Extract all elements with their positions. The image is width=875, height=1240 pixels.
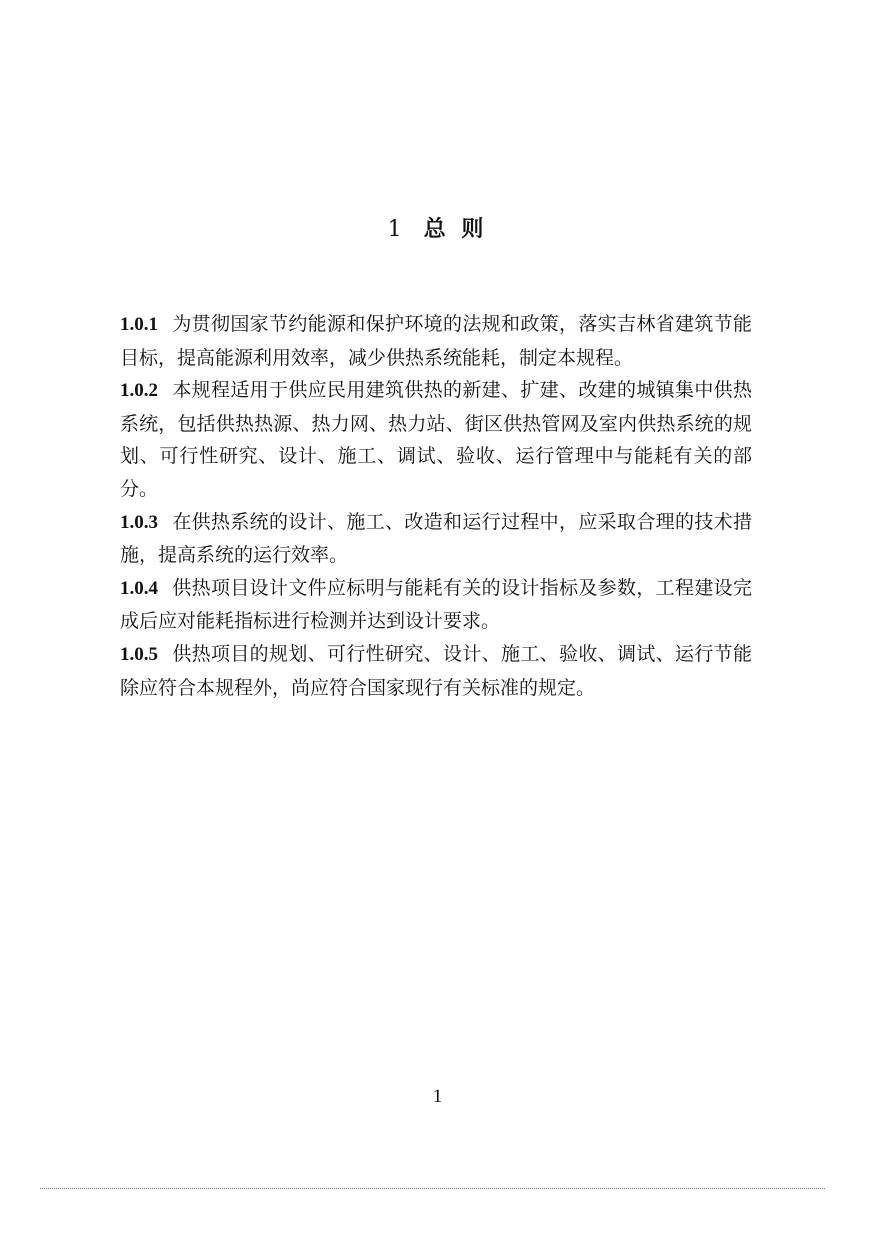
scan-edge-divider: [40, 1188, 825, 1189]
clause-1-0-5: [120, 638, 752, 704]
chapter-number: 1: [387, 217, 406, 242]
clause-1-0-3: [120, 506, 752, 572]
clause-number: 1.0.5: [120, 643, 158, 665]
clause-text: 本规程适用于供应民用建筑供热的新建、扩建、改建的城镇集中供热系统，包括供热热源、热力网、热力站、街区供热管网及室内供热系统的规划、可行性研究、设计、施工、调试、验收、运行管理中与能耗有关的部分。: [120, 379, 752, 500]
clause-1-0-4: [120, 572, 752, 638]
clause-number: 1.0.1: [120, 314, 158, 335]
clause-number: 1.0.4: [120, 577, 158, 599]
clause-1-0-2: [120, 374, 752, 505]
page-number: 1: [432, 1086, 443, 1107]
clause-text: 供热项目的规划、可行性研究、设计、施工、验收、调试、运行节能除应符合本规程外，尚应符合国家现行有关标准的规定。: [120, 642, 752, 699]
clause-1-0-1: [120, 308, 752, 374]
chapter-heading: [0, 212, 875, 243]
clause-text: 为贯彻国家节约能源和保护环境的法规和政策，落实吉林省建筑节能目标，提高能源利用效率，减少供热系统能耗，制定本规程。: [120, 313, 752, 369]
clause-number: 1.0.2: [120, 380, 158, 402]
clause-text: 在供热系统的设计、施工、改造和运行过程中，应采取合理的技术措施，提高系统的运行效率。: [120, 510, 752, 567]
clause-number: 1.0.3: [120, 511, 158, 533]
clause-list: [120, 308, 752, 704]
chapter-title-text: 总 则: [423, 217, 488, 242]
clause-text: 供热项目设计文件应标明与能耗有关的设计指标及参数，工程建设完成后应对能耗指标进行检测并达到设计要求。: [120, 576, 752, 633]
